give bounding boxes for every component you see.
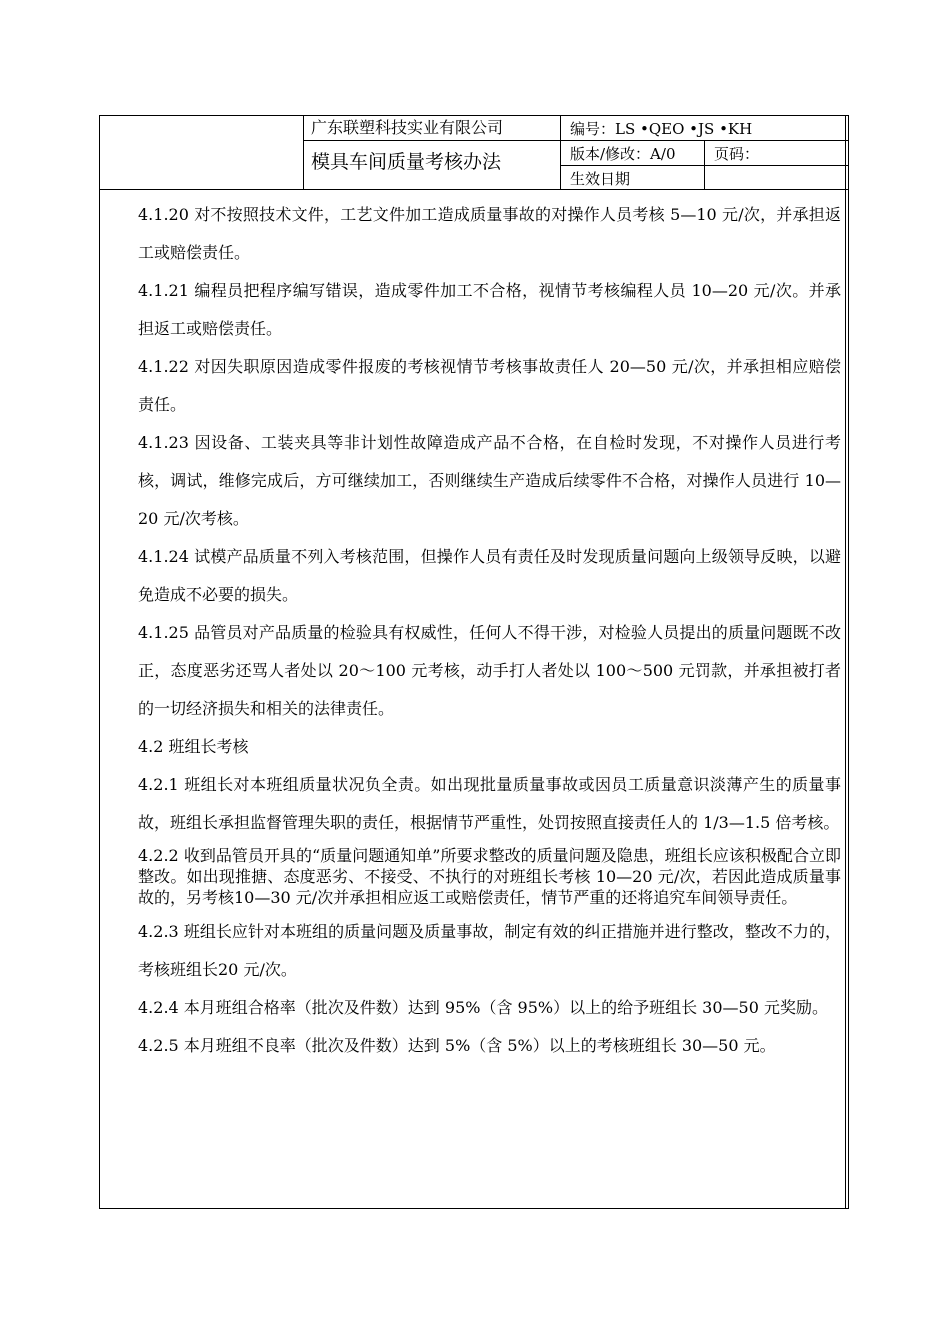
header-divider [560, 116, 561, 190]
paragraph-4-1-21: 4.1.21 编程员把程序编写错误，造成零件加工不合格，视情节考核编程人员 10—20 元/次。并承担返工或赔偿责任。 [138, 281, 841, 338]
company-name: 广东联塑科技实业有限公司 [311, 118, 504, 137]
paragraph-4-1-20: 4.1.20 对不按照技术文件，工艺文件加工造成质量事故的对操作人员考核 5—10 元/次，并承担返工或赔偿责任。 [138, 205, 841, 262]
paragraph-4-2-3: 4.2.3 班组长应针对本班组的质量问题及质量事故，制定有效的纠正措施并进行整改，整改不力的，考核班组长20 元/次。 [138, 922, 841, 979]
document-code: 编号：LS •QEO •JS •KH [570, 120, 753, 138]
document-title: 模具车间质量考核办法 [311, 151, 502, 173]
header-divider [303, 116, 304, 190]
header-bottom-border [100, 189, 848, 190]
paragraph-4-2-5: 4.2.5 本月班组不良率（批次及件数）达到 5%（含 5%）以上的考核班组长 30—50 元。 [138, 1036, 776, 1055]
section-heading-4-2: 4.2 班组长考核 [138, 737, 249, 756]
version-label: 版本/修改：A/0 [570, 145, 676, 163]
paragraph-4-1-22: 4.1.22 对因失职原因造成零件报废的考核视情节考核事故责任人 20—50 元/次，并承担相应赔偿责任。 [138, 357, 841, 414]
paragraph-4-2-4: 4.2.4 本月班组合格率（批次及件数）达到 95%（含 95%）以上的给予班组长 30—50 元奖励。 [138, 998, 828, 1017]
paragraph-4-2-2: 4.2.2 收到品管员开具的“质量问题通知单”所要求整改的质量问题及隐患，班组长应该积极配合立即整改。如出现推搪、态度恶劣、不接受、不执行的对班组长考核 10—20 元/次，若因此造成质量事故的，另考核10—30 元/次并承担相应返工或赔偿责任，情节严重的还将追究车间领导责任。 [138, 846, 841, 907]
paragraph-4-2-1: 4.2.1 班组长对本班组质量状况负全责。如出现批量质量事故或因员工质量意识淡薄产生的质量事故，班组长承担监督管理失职的责任，根据情节严重性，处罚按照直接责任人的 1/3—1.5 倍考核。 [138, 775, 841, 832]
paragraph-4-1-25: 4.1.25 品管员对产品质量的检验具有权威性，任何人不得干涉，对检验人员提出的质量问题既不改正，态度恶劣还骂人者处以 20～100 元考核，动手打人者处以 100～500 元罚款，并承担被打者的一切经济损失和相关的法律责任。 [138, 623, 841, 718]
page-label: 页码： [714, 145, 760, 163]
paragraph-4-1-23: 4.1.23 因设备、工装夹具等非计划性故障造成产品不合格，在自检时发现，不对操作人员进行考核，调试，维修完成后，方可继续加工，否则继续生产造成后续零件不合格，对操作人员进行 10—20 元/次考核。 [138, 433, 841, 528]
header-divider [560, 165, 848, 166]
document-header-table [100, 116, 848, 190]
effective-date-label: 生效日期 [570, 170, 631, 188]
paragraph-4-1-24: 4.1.24 试模产品质量不列入考核范围，但操作人员有责任及时发现质量问题向上级领导反映，以避免造成不必要的损失。 [138, 547, 841, 604]
header-divider [303, 140, 848, 141]
document-body [138, 196, 841, 1065]
